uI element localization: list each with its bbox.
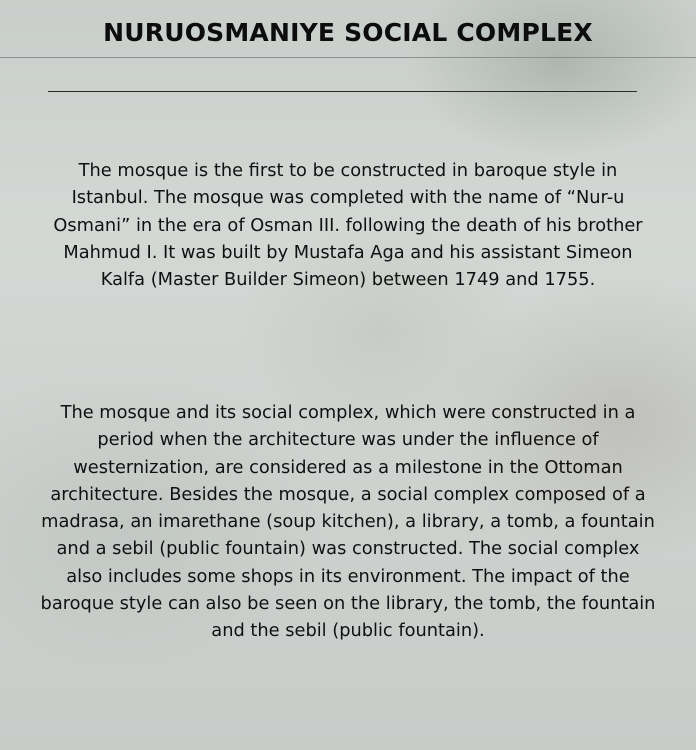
- paragraph-complex: The mosque and its social complex, which were constructed in a period when the architecture was under the influence of westernization, are considered as a milestone in the Ottoman architecture. Besides the mosque, a social complex composed of a madrasa, an imarethane (soup kitchen), a library, a tomb, a fountain and a sebil (public fountain) was constructed. The social complex also includes some shops in its environment. The impact of the baroque style can also be seen on the library, the tomb, the fountain and the sebil (public fountain).: [40, 402, 656, 642]
- title-underline: [48, 91, 637, 92]
- top-divider: [0, 57, 696, 58]
- paragraph-history: The mosque is the first to be constructed in baroque style in Istanbul. The mosque was completed with the name of “Nur-u Osmani” in the era of Osman III. following the death of his brother Mahmud I. It was built by Mustafa Aga and his assistant Simeon Kalfa (Master Builder Simeon) between 1749 and 1755.: [53, 160, 643, 291]
- sign-title: NURUOSMANIYE SOCIAL COMPLEX: [103, 18, 593, 47]
